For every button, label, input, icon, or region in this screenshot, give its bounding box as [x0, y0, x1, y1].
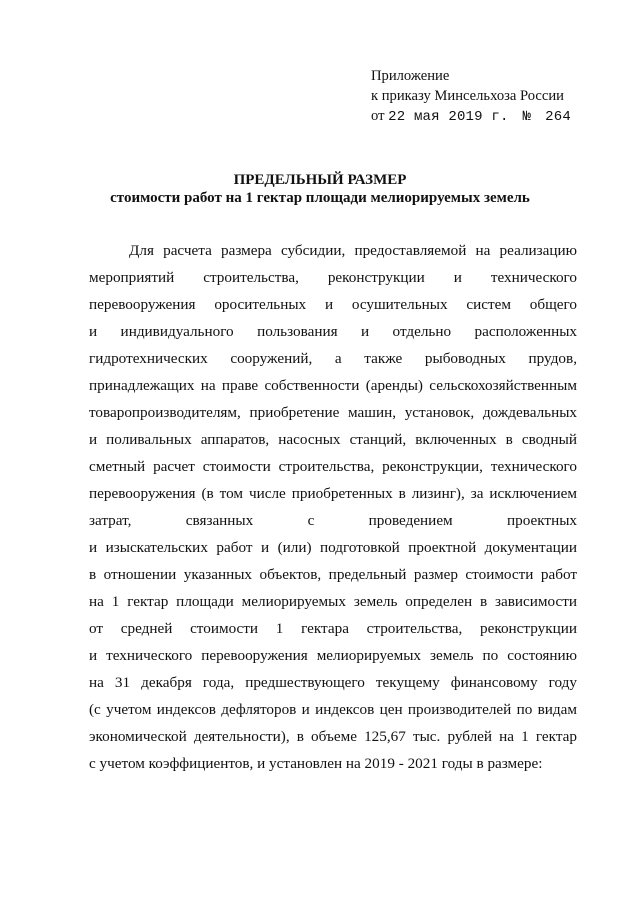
body-line: и технического перевооружения мелиорируемых земель по состоянию: [89, 647, 577, 664]
body-line: принадлежащих на праве собственности (аренды) сельскохозяйственным: [89, 377, 577, 394]
body-line: от средней стоимости 1 гектара строительства, реконструкции: [89, 620, 577, 637]
body-line: затрат, связанных с проведением проектных: [89, 512, 577, 529]
body-line: экономической деятельности), в объеме 125,67 тыс. рублей на 1 гектар: [89, 728, 577, 745]
body-line: сметный расчет стоимости строительства, реконструкции, технического: [89, 458, 577, 475]
order-number: 264: [545, 109, 571, 125]
order-date: 22 мая 2019 г.: [388, 109, 509, 125]
appendix-label: Приложение: [371, 68, 450, 84]
body-line: (с учетом индексов дефляторов и индексов цен производителей по видам: [89, 701, 577, 718]
body-paragraph: [89, 237, 577, 777]
body-line: в отношении указанных объектов, предельный размер стоимости работ: [89, 566, 577, 583]
order-reference: к приказу Минсельхоза России: [371, 88, 564, 104]
body-line: на 31 декабря года, предшествующего текущему финансовому году: [89, 674, 577, 691]
number-sign: №: [522, 109, 532, 125]
body-line: и индивидуального пользования и отдельно расположенных: [89, 323, 577, 340]
body-line: гидротехнических сооружений, а также рыбоводных прудов,: [89, 350, 577, 367]
body-line: и изыскательских работ и (или) подготовкой проектной документации: [89, 539, 577, 556]
body-line: Для расчета размера субсидии, предоставляемой на реализацию: [129, 242, 577, 259]
body-line: перевооружения оросительных и осушительных систем общего: [89, 296, 577, 313]
order-date-line: [371, 106, 571, 127]
appendix-header: [371, 66, 571, 127]
body-line: товаропроизводителям, приобретение машин, установок, дождевальных: [89, 404, 577, 421]
document-subtitle: стоимости работ на 1 гектар площади мелиорируемых земель: [110, 190, 530, 206]
body-line: и поливальных аппаратов, насосных станций, включенных в сводный: [89, 431, 577, 448]
body-line: на 1 гектар площади мелиорируемых земель определен в зависимости: [89, 593, 577, 610]
date-prefix: от: [371, 108, 389, 124]
body-line: с учетом коэффициентов, и установлен на 2019 - 2021 годы в размере:: [89, 755, 543, 772]
body-line: перевооружения (в том числе приобретенных в лизинг), за исключением: [89, 485, 577, 502]
document-title: ПРЕДЕЛЬНЫЙ РАЗМЕР: [233, 172, 407, 188]
body-line: мероприятий строительства, реконструкции и технического: [89, 269, 577, 286]
